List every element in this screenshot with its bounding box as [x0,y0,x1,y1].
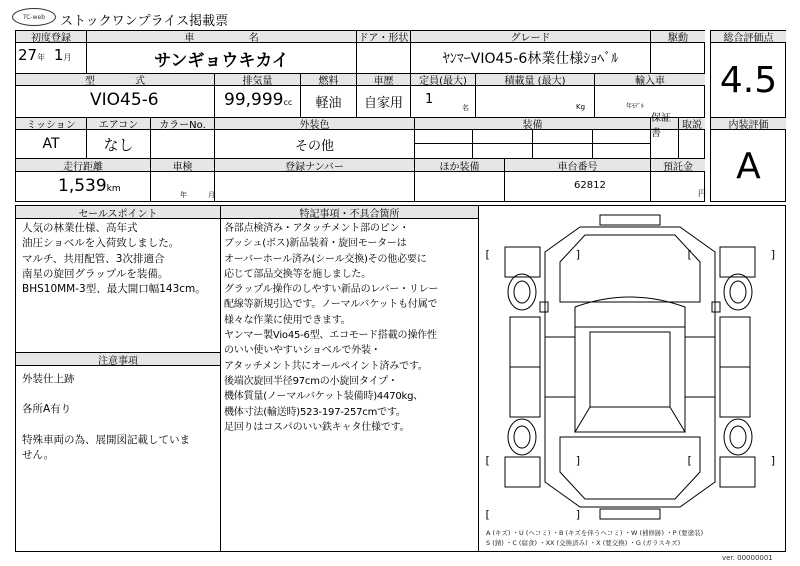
load-label: 積載量 (最大) [476,74,594,85]
capacity-label: 定員(最大) [411,74,475,85]
interior-rating-label: 内装評価 [711,118,786,129]
equipment-label: 装備 [415,118,650,129]
car-name: サンギョウキカイ [154,50,289,71]
registration-date: 27年 1月 [18,46,72,64]
inspection-year: 年 [180,191,187,199]
fuel-value: 軽油 [315,96,342,111]
carname-header: 車 名 [87,31,356,42]
category-label: 車歴 [357,74,410,85]
inspection-month: 月 [208,191,215,199]
model-value: VIO45-6 [90,90,159,110]
version-label: ver. 00000001 [722,554,773,562]
bracket-right-bottom-open: [ [686,454,693,467]
notes-text: 外装仕上跡 各所A有り 特殊車両の為、展開図記載していま せん。 [22,373,190,461]
bracket-left-top-open: [ [484,248,491,261]
exterior-color-value: その他 [294,138,334,154]
category-value: 自家用 [363,96,403,111]
drive-label: 駆動 [651,31,705,42]
registration-label: 初度登録 [16,31,86,42]
bracket-left-top-close: ] [575,248,582,261]
import-note: 年ﾓﾃﾞﾙ [626,103,645,110]
stock-no-value: 62812 [574,180,606,191]
logo: TC-web [12,8,56,26]
import-label: 輸入車 [595,74,705,85]
mileage-label: 走行距離 [16,159,150,171]
page-title: ストックワンプライス掲載票 [60,14,229,29]
bracket-right-top-open: [ [686,248,693,261]
sales-points-label: セールスポイント [16,206,220,218]
overall-rating-label: 総合評価点 [711,31,786,42]
door-label: ドア・形状 [358,33,409,44]
inspection-label: 車検 [151,159,214,171]
aircon-label: エアコン [87,118,150,129]
damage-legend-line-2: S (錆) ・C (腐食) ・XX (交換済み) ・X (要交換) ・G (ガラスキズ) [486,539,681,547]
deposit-label: 預託金 [651,159,705,171]
damage-legend-line-1: A (キズ) ・U (ヘコミ) ・B (キズを伴うヘコミ) ・W (補修跡) ・P (要塗装) [486,529,704,537]
bracket-right-bottom-close: ] [770,454,777,467]
mission-label: ミッション [16,118,86,129]
bracket-right-top-close: ] [770,248,777,261]
plate-label: 登録ナンバー [215,159,414,171]
model-header: 型 式 [16,74,214,85]
grade-value: ﾔﾝﾏｰVIO45-6林業仕様ｼｮﾍﾞﾙ [442,51,619,67]
stock-no-label: 車台番号 [505,159,650,171]
mission-value: AT [42,136,60,152]
bracket-left-bottom-open: [ [484,454,491,467]
load-unit: Kg [576,103,586,111]
displacement-value: 99,999cc [224,90,293,110]
bracket-bottom-close: ] [575,508,582,521]
notes-label: 注意事項 [16,353,220,365]
color-no-label: カラーNo. [151,118,214,129]
sales-points-text: 人気の林業仕様、高年式 油圧ショベルを入荷致しました。 マルチ、共用配管、3次排適合 南星の旋回グラップルを装備。 BHS10MM-3型、最大開口幅143cm。 [22,222,206,296]
vehicle-damage-diagram [480,207,784,527]
manual-label: 取説 [679,118,705,129]
warranty-label: 保証書 [651,118,678,129]
interior-rating: A [736,145,761,187]
displacement-label: 排気量 [215,74,300,85]
bracket-left-bottom-close: ] [575,454,582,467]
grade-label: グレード [411,31,650,42]
fuel-label: 燃料 [301,74,356,85]
bracket-bottom-open: [ [484,508,491,521]
special-notes-label: 特記事項・不具合箇所 [221,206,478,218]
other-equipment-label: ほか装備 [415,159,504,171]
overall-rating: 4.5 [719,59,778,101]
special-notes-text: 各部点検済み・アタッチメント部のピン・ ブッシュ(ボス)新品装着・旋回モーターは オーバーホール済み(シール交換)その他必要に 応じて部品交換等を施しました。 グラップル操作のしやすい新品のレバー・リレー 配線等新規引込です。ノーマルバケットも付属で 様々な作業に使用できます。 ヤンマー製Vio45-6型、エコモード搭載の操作性 のいい使いやすいショベルで外装・ アタッチメント共にオールペイント済みです。 後端次旋回半径97cmの小旋回タイプ・ 機体質量(ノーマルバケット装備時)4470kg、 機体寸法(輸送時)523-197-257cmです。 足回りはコスパのいい鉄キャタ仕様です。 [224,223,439,433]
aircon-value: なし [103,135,134,154]
capacity-value: 1 [425,92,434,107]
capacity-unit: 名 [462,104,469,112]
mileage-value: 1,539km [58,176,121,196]
deposit-unit: 円 [698,189,706,198]
exterior-color-label: 外装色 [215,118,414,129]
